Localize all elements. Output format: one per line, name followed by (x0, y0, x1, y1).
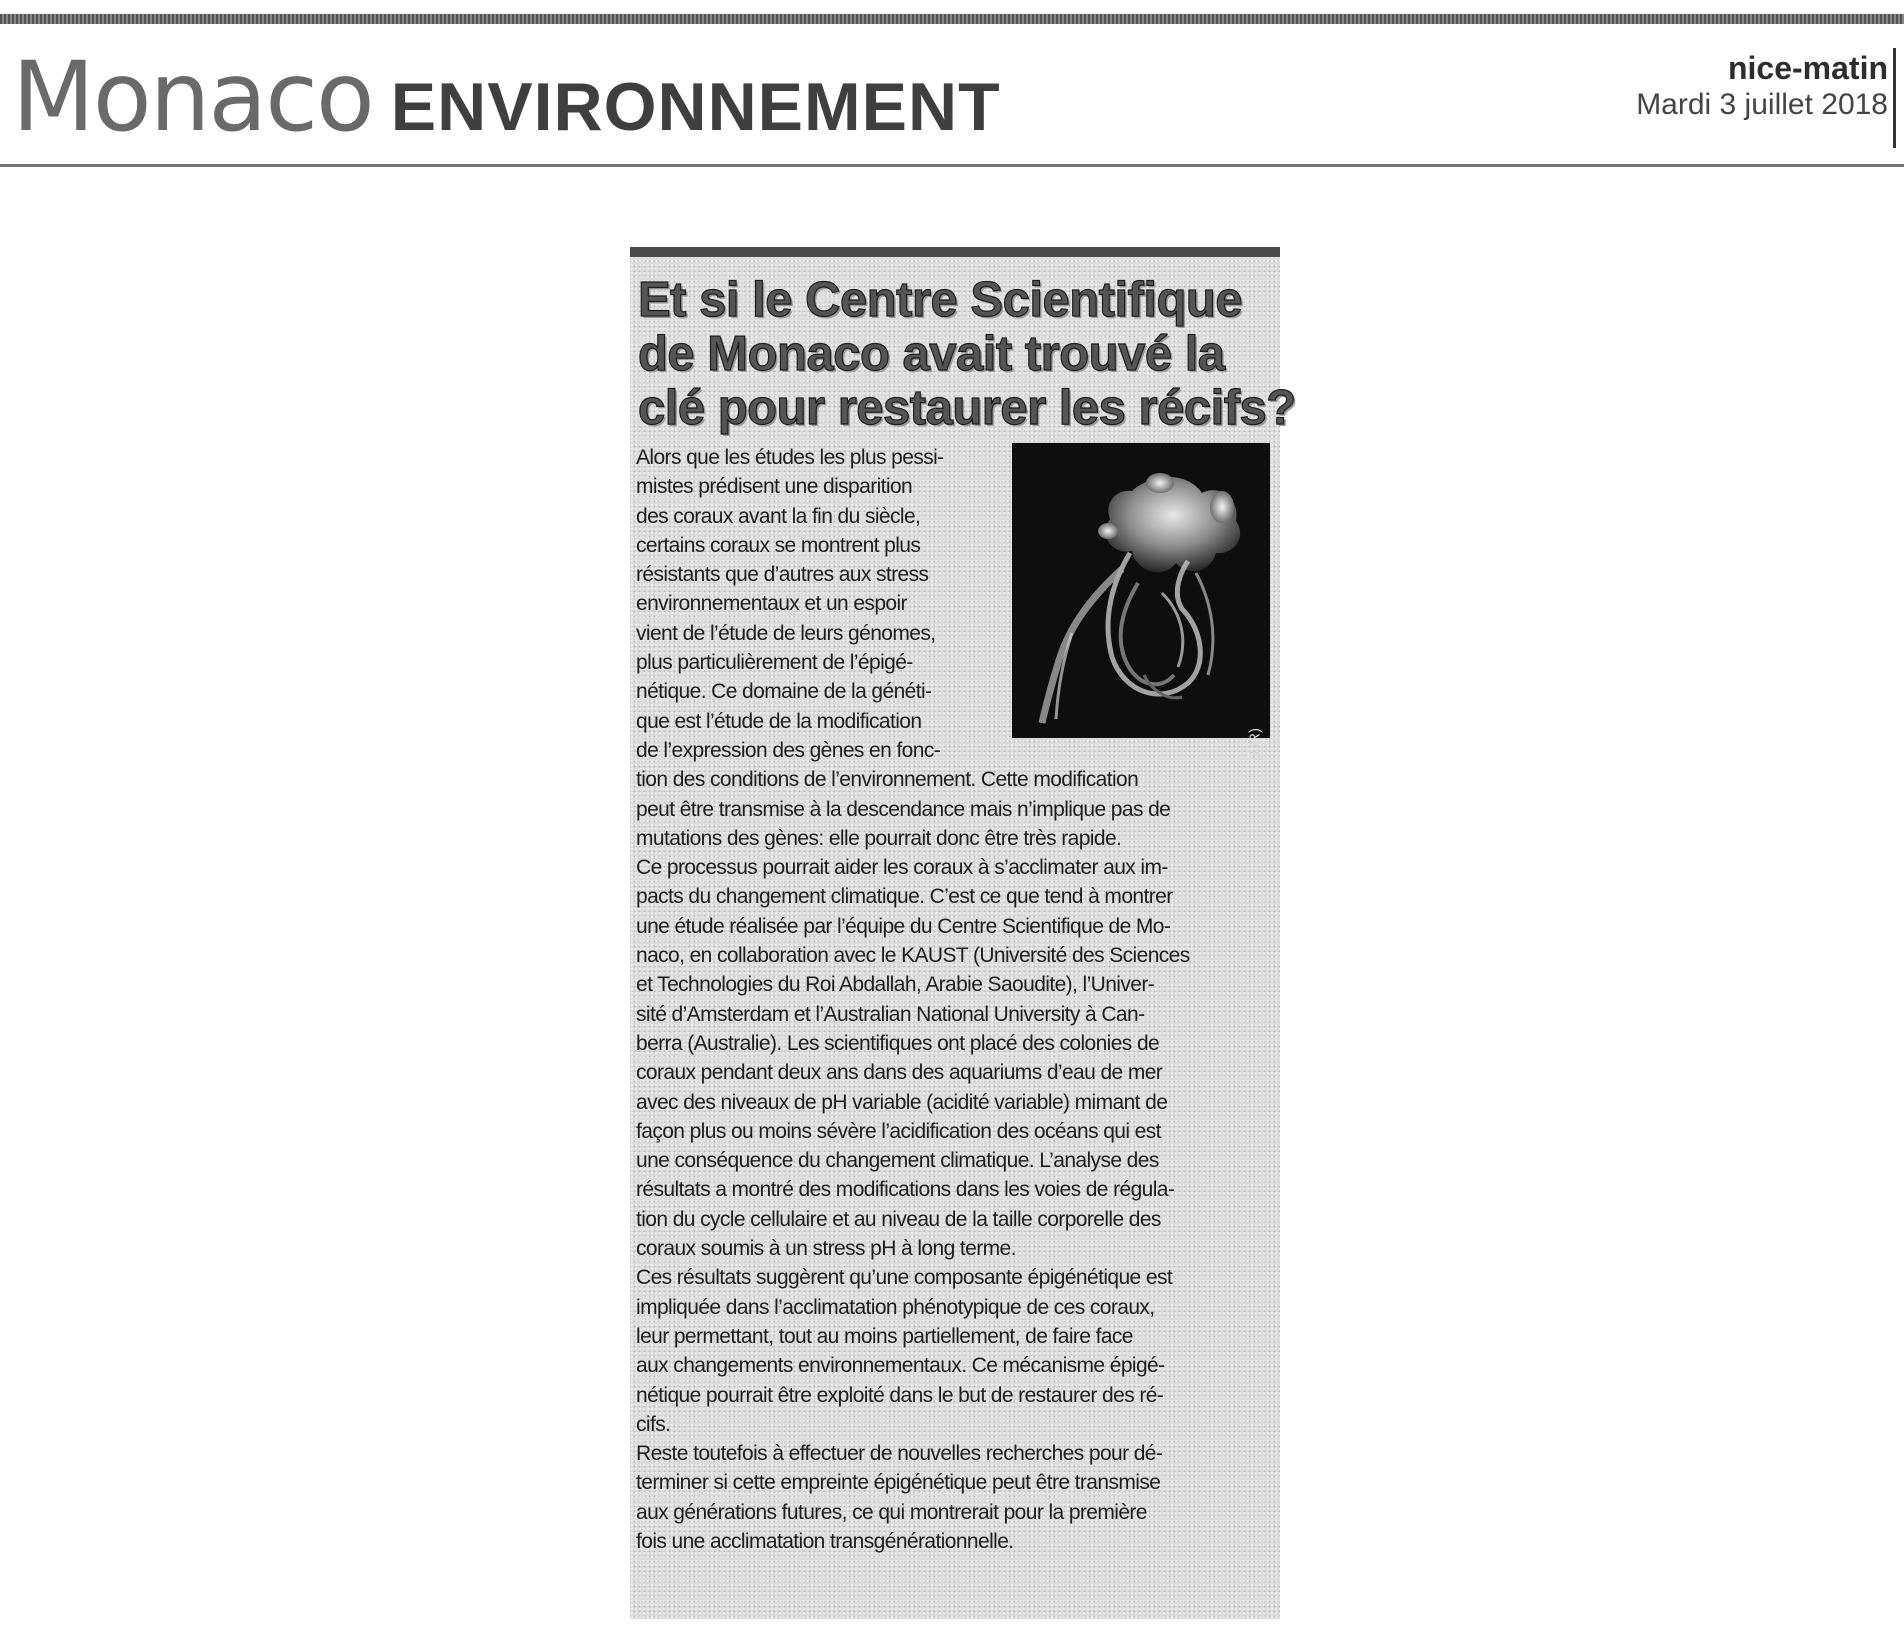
body-line: coraux pendant deux ans dans des aquariums d’eau de mer (636, 1061, 1163, 1085)
body-line: nétique. Ce domaine de la généti- (636, 680, 932, 704)
article-body (636, 443, 1272, 1556)
body-line: coraux soumis à un stress pH à long terme. (636, 1237, 1016, 1261)
headline-line: de Monaco avait trouvé la (638, 327, 1225, 381)
photo-credit: (DR) (1247, 728, 1264, 760)
body-line: impliquée dans l’acclimatation phénotypique de ces coraux, (636, 1295, 1155, 1319)
body-line: et Technologies du Roi Abdallah, Arabie Saoudite), l’Univer- (636, 973, 1155, 997)
body-line: nétique pourrait être exploité dans le but de restaurer des ré- (636, 1383, 1164, 1407)
article-headline (638, 273, 1296, 435)
body-line: aux changements environnementaux. Ce mécanisme épigé- (636, 1354, 1165, 1378)
headline-line: clé pour restaurer les récifs? (638, 381, 1296, 435)
body-line: que est l’étude de la modification (636, 709, 922, 733)
body-line: de l’expression des gènes en fonc- (636, 738, 941, 762)
masthead-top-rule (0, 14, 1904, 24)
body-line: avec des niveaux de pH variable (acidité variable) mimant de (636, 1090, 1168, 1114)
body-line: résistants que d’autres aux stress (636, 563, 929, 587)
body-line: Reste toutefois à effectuer de nouvelles recherches pour dé- (636, 1442, 1163, 1466)
body-line: Ces résultats suggèrent qu’une composante épigénétique est (636, 1266, 1173, 1290)
section-name: Monaco (12, 41, 373, 153)
body-line: aux générations futures, ce qui montrerait pour la première (636, 1500, 1147, 1524)
body-line: Ce processus pourrait aider les coraux à s’acclimater aux im- (636, 856, 1168, 880)
masthead-divider (1893, 48, 1896, 148)
body-line: certains coraux se montrent plus (636, 533, 921, 557)
body-line: fois une acclimatation transgénérationnelle. (636, 1529, 1014, 1553)
subsection-name: ENVIRONNEMENT (390, 69, 1001, 145)
body-line: une conséquence du changement climatique. L’analyse des (636, 1149, 1159, 1173)
body-line: cifs. (636, 1412, 671, 1436)
headline-line: Et si le Centre Scientifique (638, 273, 1243, 327)
body-line: des coraux avant la fin du siècle, (636, 504, 921, 528)
body-line: naco, en collaboration avec le KAUST (Université des Sciences (636, 944, 1190, 968)
masthead-bottom-rule (0, 164, 1904, 167)
masthead (0, 24, 1904, 164)
body-line: Alors que les études les plus pessi- (636, 446, 944, 469)
body-line: berra (Australie). Les scientifiques ont placé des colonies de (636, 1031, 1160, 1055)
article-box (630, 247, 1296, 1619)
body-line: résultats a montré des modifications dans les voies de régula- (636, 1178, 1175, 1202)
article-top-bar (630, 247, 1280, 257)
body-line: tion du cycle cellulaire et au niveau de la taille corporelle des (636, 1207, 1161, 1231)
body-line: sité d’Amsterdam et l’Australian National University à Can- (636, 1002, 1145, 1026)
body-line: tion des conditions de l’environnement. Cette modification (636, 768, 1139, 792)
body-line: pacts du changement climatique. C’est ce que tend à montrer (636, 885, 1173, 909)
publication-date: Mardi 3 juillet 2018 (1636, 88, 1888, 121)
section-title (12, 42, 1001, 162)
body-line: terminer si cette empreinte épigénétique peut être transmise (636, 1471, 1161, 1495)
body-line: leur permettant, tout au moins partiellement, de faire face (636, 1324, 1133, 1348)
body-line: façon plus ou moins sévère l’acidification des océans qui est (636, 1119, 1161, 1143)
body-line: peut être transmise à la descendance mais n’implique pas de (636, 797, 1171, 821)
body-line: une étude réalisée par l’équipe du Centre Scientifique de Mo- (636, 914, 1171, 938)
body-line: plus particulièrement de l’épigé- (636, 651, 913, 675)
body-line: vient de l’étude de leurs génomes, (636, 621, 936, 645)
newspaper-name: nice-matin (1727, 50, 1888, 86)
body-line: mutations des gènes: elle pourrait donc être très rapide. (636, 826, 1122, 850)
body-line: environnementaux et un espoir (636, 592, 907, 616)
body-line: mistes prédisent une disparition (636, 475, 913, 499)
